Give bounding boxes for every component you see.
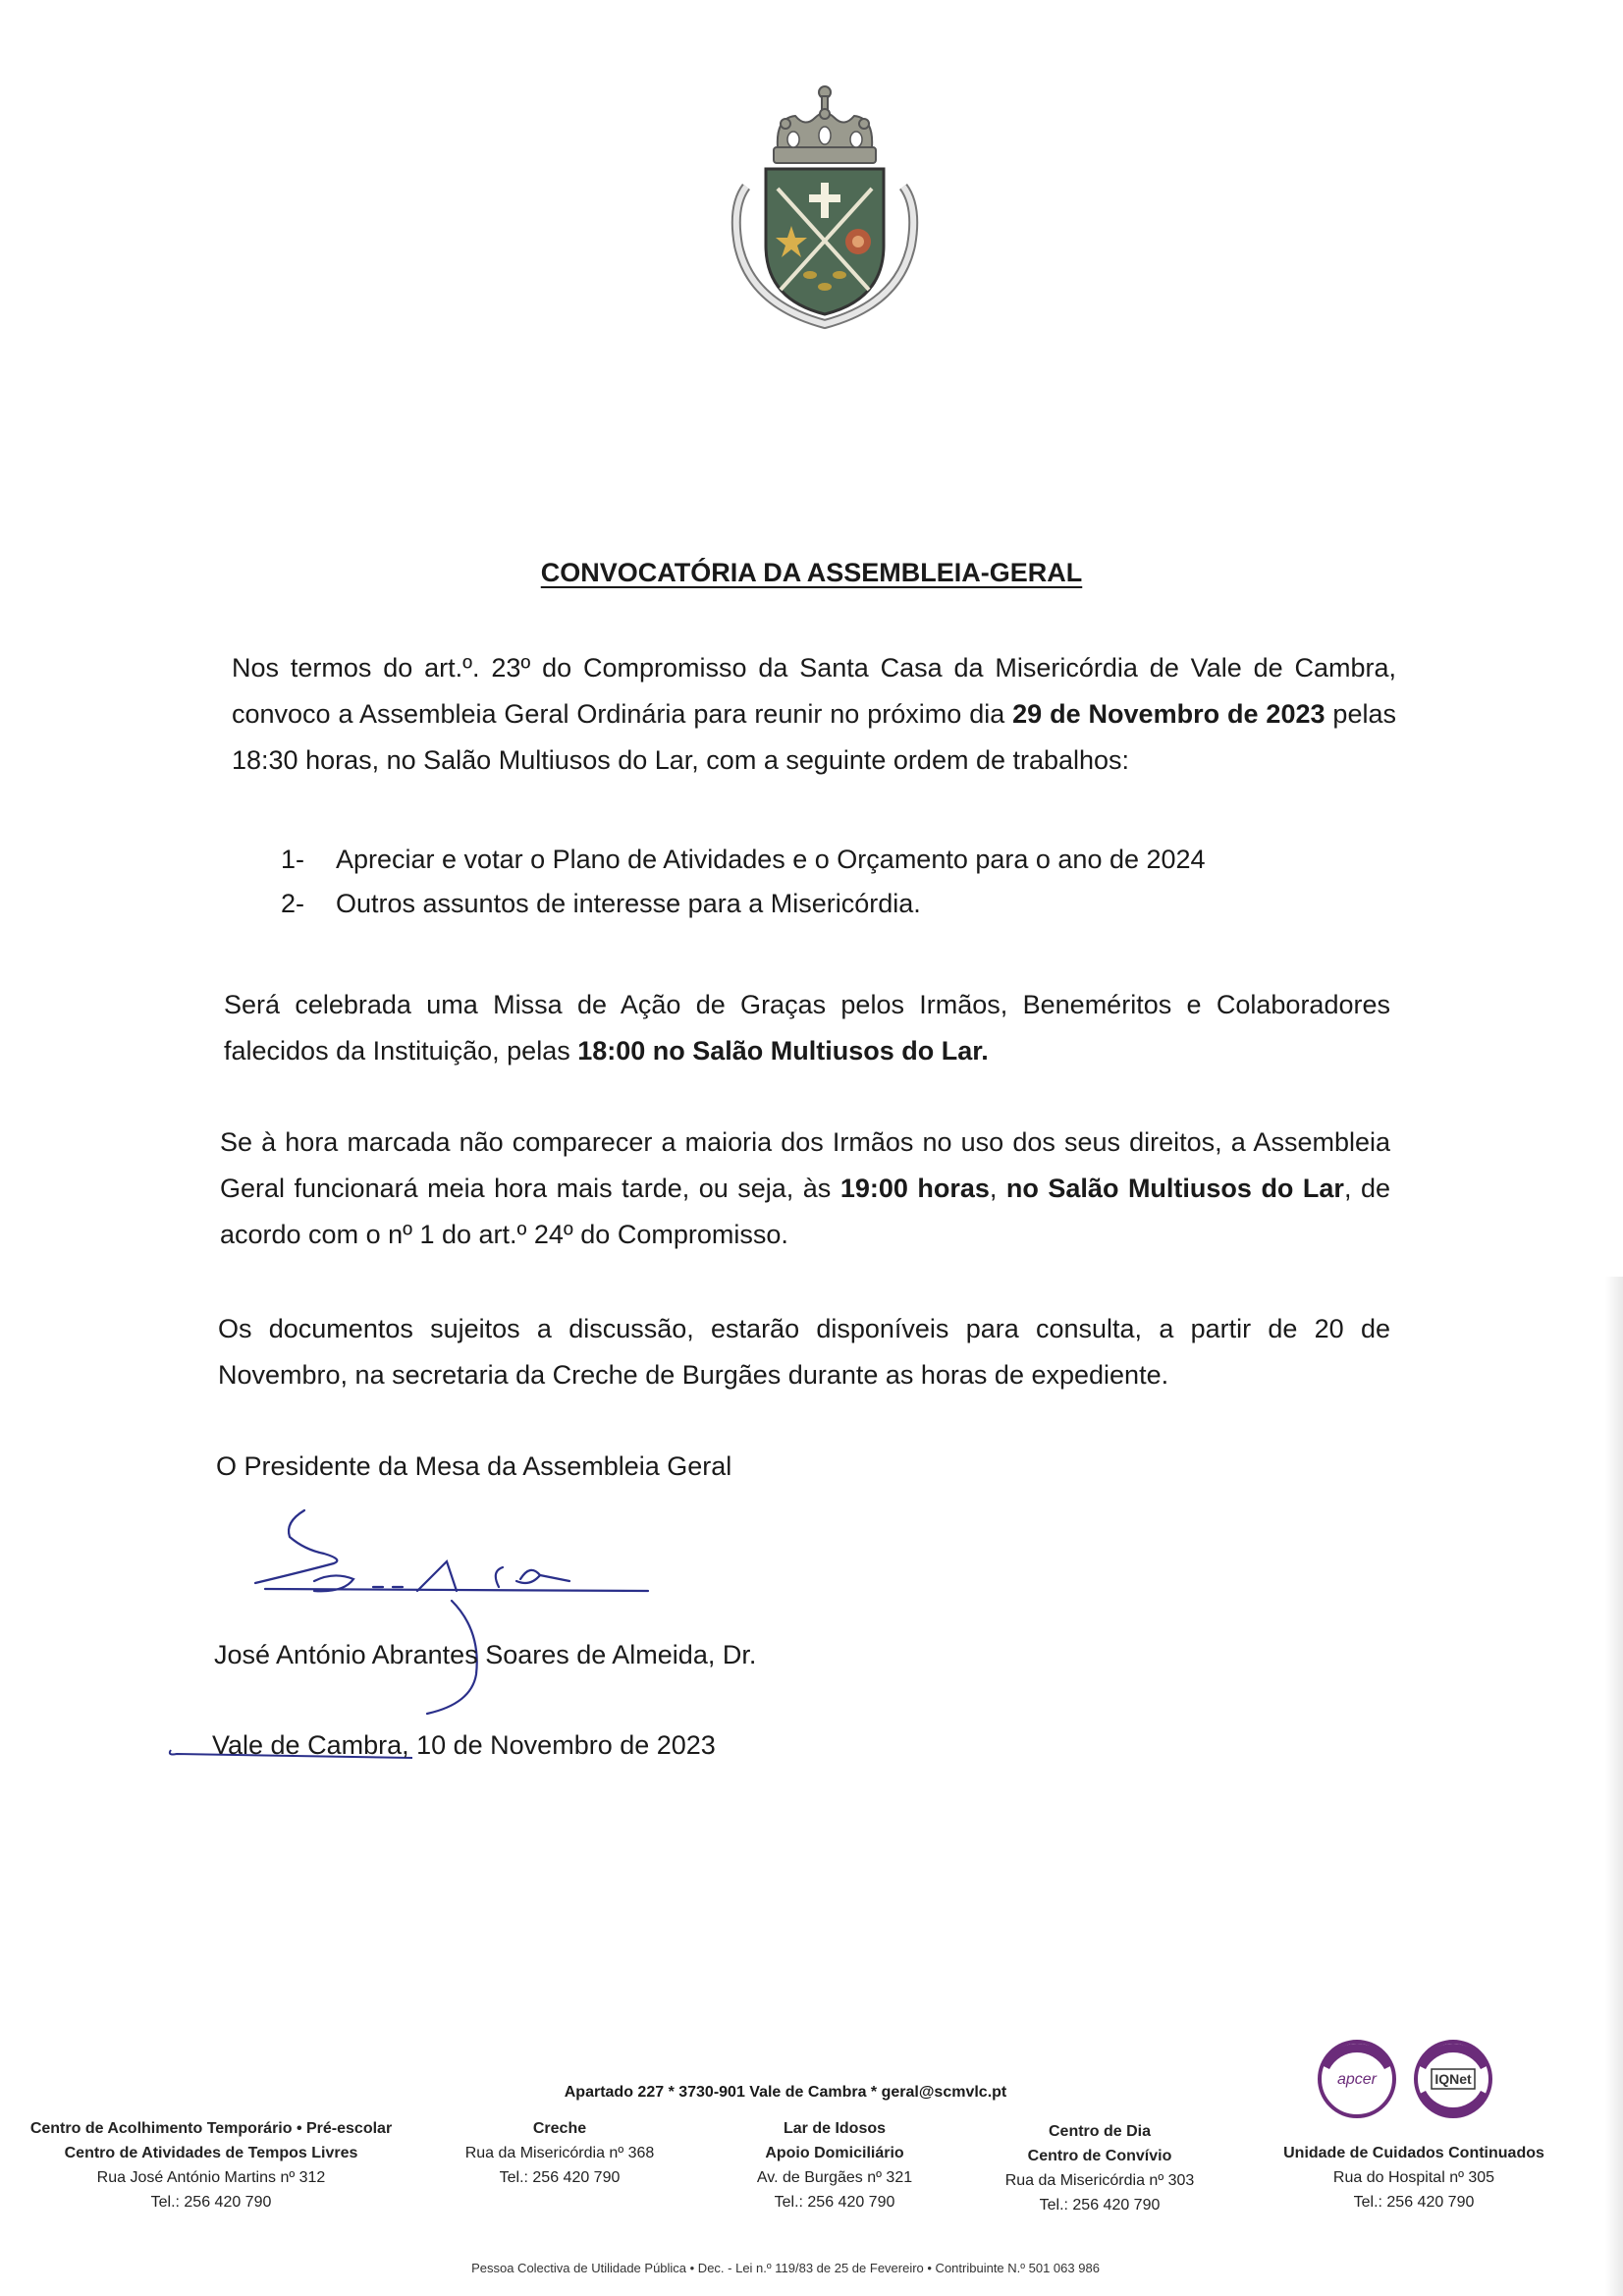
intro-text-part1: Nos termos do art.º. 23º do Compromisso da Santa Casa da Misericórdia de Vale de Cambra, convoco a Assembleia Geral Ordinária para reunir no próximo dia <box>232 653 1396 729</box>
footer-col5-line3: Tel.: 256 420 790 <box>1353 2194 1475 2211</box>
legal-footer: Pessoa Colectiva de Utilidade Pública • Dec. - Lei n.º 119/83 de 25 de Fevereiro • Contribuinte N.º 501 063 986 <box>471 2261 1100 2275</box>
footer-col-acolhimento <box>20 2116 403 2214</box>
intro-text-part2: pelas 18:30 horas, no Salão Multiusos do Lar, com a seguinte ordem de trabalhos: <box>232 699 1396 775</box>
footer-col4-line2: Centro de Convívio <box>1027 2148 1172 2164</box>
footer-col3-line1: Lar de Idosos <box>783 2120 887 2137</box>
agenda-item-number: 2- <box>281 889 305 918</box>
footer-col4-line3: Rua da Misericórdia nº 303 <box>1004 2172 1195 2189</box>
footer-col-lar <box>727 2116 943 2214</box>
quorum-text-part2: , <box>989 1174 1006 1203</box>
certification-logos <box>1316 2038 1551 2121</box>
document-title: CONVOCATÓRIA DA ASSEMBLEIA-GERAL <box>540 558 1083 587</box>
footer-col5-line1: Unidade de Cuidados Continuados <box>1283 2145 1544 2161</box>
footer-col2-line3: Tel.: 256 420 790 <box>499 2169 621 2186</box>
iqnet-cert-logo: IQNet <box>1434 2071 1472 2087</box>
footer-address: Apartado 227 * 3730-901 Vale de Cambra * geral@scmvlc.pt <box>564 2084 1007 2101</box>
quorum-text-part3: , de acordo com o nº 1 do art.º 24º do Compromisso. <box>220 1174 1390 1249</box>
mass-text: Será celebrada uma Missa de Ação de Graças pelos Irmãos, Beneméritos e Colaboradores falecidos da Instituição, pelas <box>224 990 1390 1066</box>
intro-paragraph <box>232 645 1396 784</box>
footer-col3-line2: Apoio Domiciliário <box>765 2145 904 2161</box>
president-label: O Presidente da Mesa da Assembleia Geral <box>216 1451 732 1481</box>
footer-col2-line2: Rua da Misericórdia nº 368 <box>464 2145 655 2161</box>
footer-col1-line4: Tel.: 256 420 790 <box>150 2194 272 2211</box>
footer-col2-line1: Creche <box>532 2120 587 2137</box>
footer-col1-line3: Rua José António Martins nº 312 <box>96 2169 326 2186</box>
quorum-location: no Salão Multiusos do Lar <box>1005 1174 1344 1203</box>
footer-col3-line4: Tel.: 256 420 790 <box>774 2194 895 2211</box>
agenda-item-number: 1- <box>281 845 305 874</box>
footer-col-cuidados <box>1267 2141 1561 2214</box>
agenda-item-text: Apreciar e votar o Plano de Atividades e o Orçamento para o ano de 2024 <box>336 845 1206 874</box>
footer-col4-line1: Centro de Dia <box>1048 2123 1151 2140</box>
agenda-list <box>281 838 1361 926</box>
quorum-text-part1: Se à hora marcada não comparecer a maioria dos Irmãos no uso dos seus direitos, a Assembleia Geral funcionará meia hora mais tarde, ou seja, às <box>220 1127 1390 1203</box>
footer-col1-line1: Centro de Acolhimento Temporário • Pré-escolar <box>29 2120 393 2137</box>
mass-time-location: 18:00 no Salão Multiusos do Lar. <box>577 1036 989 1066</box>
scan-edge-shadow <box>1605 1277 1623 2296</box>
institution-seal-logo <box>727 79 923 354</box>
quorum-paragraph <box>220 1120 1390 1258</box>
quorum-time: 19:00 horas <box>839 1174 990 1203</box>
footer-col4-line4: Tel.: 256 420 790 <box>1039 2197 1161 2214</box>
footer-col5-line2: Rua do Hospital nº 305 <box>1332 2169 1495 2186</box>
agenda-item <box>281 838 1361 882</box>
meeting-date: 29 de Novembro de 2023 <box>1012 699 1325 729</box>
apcer-cert-logo: apcer <box>1336 2071 1378 2088</box>
place-and-date: Vale de Cambra, 10 de Novembro de 2023 <box>212 1730 716 1760</box>
footer-col3-line3: Av. de Burgães nº 321 <box>756 2169 913 2186</box>
documents-paragraph: Os documentos sujeitos a discussão, estarão disponíveis para consulta, a partir de 20 de Novembro, na secretaria da Creche de Burgães durante as horas de expediente. <box>218 1314 1390 1390</box>
footer-col1-line2: Centro de Atividades de Tempos Livres <box>64 2145 358 2161</box>
signatory-name: José António Abrantes Soares de Almeida, Dr. <box>214 1640 757 1669</box>
footer-col-creche <box>452 2116 668 2190</box>
footer-col-centro-dia <box>982 2119 1217 2217</box>
handwritten-signature <box>245 1503 668 1738</box>
mass-paragraph <box>224 982 1390 1074</box>
agenda-item-text: Outros assuntos de interesse para a Misericórdia. <box>336 889 921 918</box>
agenda-item <box>281 882 1361 926</box>
